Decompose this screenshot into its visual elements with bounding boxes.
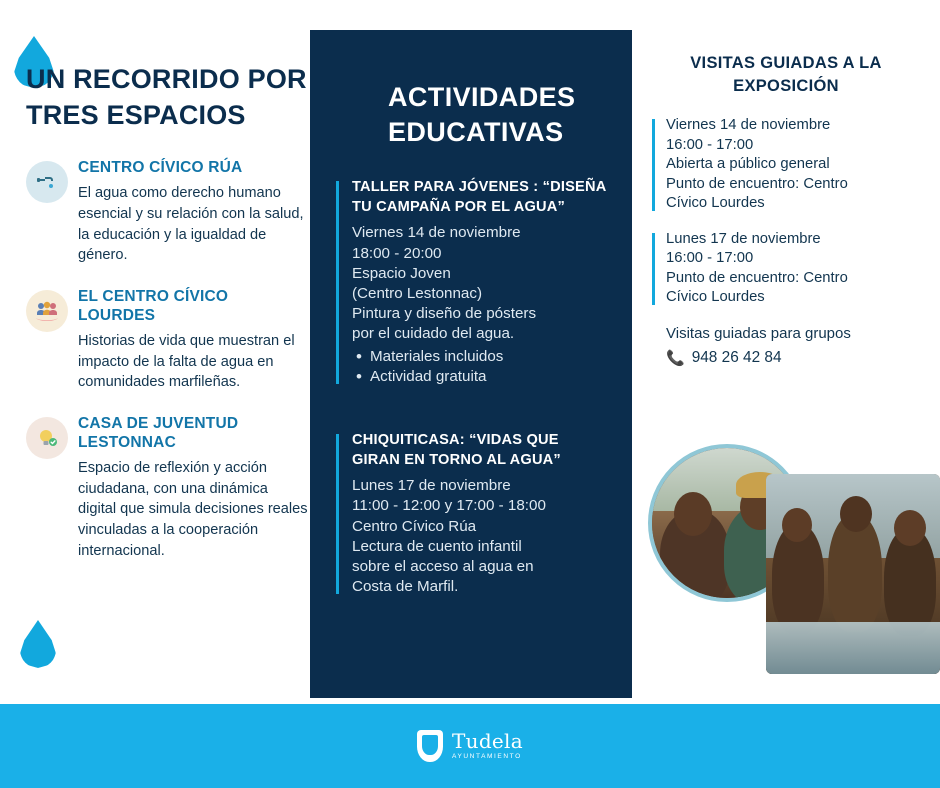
activity-line: Pintura y diseño de pósters	[352, 305, 537, 323]
footer-city-name: Tudela	[452, 729, 523, 754]
activity-line: Costa de Marfil.	[352, 578, 459, 596]
tudela-crest-icon	[417, 730, 443, 762]
people-hands-icon	[26, 290, 68, 332]
visit-line: Abierta a público general	[666, 156, 830, 173]
guided-visit-friday	[652, 116, 920, 214]
phone-row	[652, 349, 920, 367]
space-item-centro-civico-rua	[26, 159, 308, 266]
lightbulb-idea-icon	[26, 417, 68, 459]
right-column-title: VISITAS GUIADAS A LA EXPOSICIÓN	[690, 54, 882, 96]
space-item-heading: CENTRO CÍVICO RÚA	[78, 159, 243, 177]
space-item-text: Espacio de reflexión y acción ciudadana, con una dinámica digital que simula decisiones reales vinculadas a la cooperación internacional.	[78, 459, 308, 559]
activity-line: 18:00 - 20:00	[352, 244, 442, 262]
activity-line: Lunes 17 de noviembre	[352, 477, 511, 495]
activity-line: por el cuidado del agua.	[352, 325, 515, 343]
space-item-text: El agua como derecho humano esencial y su relación con la salud, la educación y la igualdad de género.	[78, 185, 304, 264]
space-item-heading: CASA DE JUVENTUD LESTONNAC	[78, 415, 239, 451]
activity-bullet-list	[352, 347, 608, 387]
visit-line: 16:00 - 17:00	[666, 136, 754, 153]
footer-logo-text	[452, 731, 523, 761]
faucet-icon	[26, 161, 68, 203]
space-item-casa-juventud-lestonnac	[26, 415, 308, 561]
activity-block-taller-jovenes	[336, 178, 608, 387]
activity-block-chiquiticasa	[336, 431, 608, 597]
right-column	[652, 52, 920, 367]
center-panel-title: ACTIVIDADES EDUCATIVAS	[388, 82, 576, 148]
left-column	[26, 62, 308, 583]
water-drop-icon	[20, 620, 56, 668]
guided-visit-monday	[652, 230, 920, 308]
activity-heading: CHIQUITICASA: “VIDAS QUE GIRAN EN TORNO AL AGUA”	[352, 432, 561, 468]
activity-bullet: • Actividad gratuita	[352, 367, 608, 387]
phone-number: 948 26 42 84	[691, 349, 782, 367]
footer-bar	[0, 704, 940, 788]
activity-line: Centro Cívico Rúa	[352, 517, 477, 535]
activity-line: Espacio Joven	[352, 264, 451, 282]
photo-collage	[648, 416, 940, 688]
phone-icon: 📞	[666, 350, 685, 368]
space-item-text: Historias de vida que muestran el impacto de la falta de agua en comunidades marfileñas.	[78, 332, 295, 391]
activity-line: sobre el acceso al agua en	[352, 558, 534, 575]
footer-subtitle: AYUNTAMIENTO	[452, 753, 522, 761]
activity-line: 11:00 - 12:00 y 17:00 - 18:00	[352, 497, 546, 515]
visit-line: 16:00 - 17:00	[666, 250, 754, 267]
group-visits-note: Visitas guiadas para grupos	[666, 324, 851, 342]
activity-line: (Centro Lestonnac)	[352, 284, 483, 302]
photo-children-water	[766, 474, 940, 674]
space-item-heading: EL CENTRO CÍVICO LOURDES	[78, 288, 229, 324]
visit-line: Lunes 17 de noviembre	[666, 230, 821, 247]
activity-heading: TALLER PARA JÓVENES : “DISEÑA TU CAMPAÑA POR EL AGUA”	[352, 179, 606, 215]
visit-line: Cívico Lourdes	[666, 289, 765, 306]
activity-line: Lectura de cuento infantil	[352, 537, 522, 555]
center-panel	[310, 30, 632, 698]
activity-line: Viernes 14 de noviembre	[352, 224, 521, 242]
visit-line: Punto de encuentro: Centro	[666, 269, 848, 286]
visit-line: Punto de encuentro: Centro	[666, 175, 848, 192]
visit-line: Cívico Lourdes	[666, 195, 765, 212]
space-item-centro-civico-lourdes	[26, 288, 308, 393]
visit-line: Viernes 14 de noviembre	[666, 117, 831, 134]
activity-bullet: • Materiales incluidos	[352, 347, 608, 367]
left-column-title: UN RECORRIDO POR TRES ESPACIOS	[26, 64, 307, 130]
